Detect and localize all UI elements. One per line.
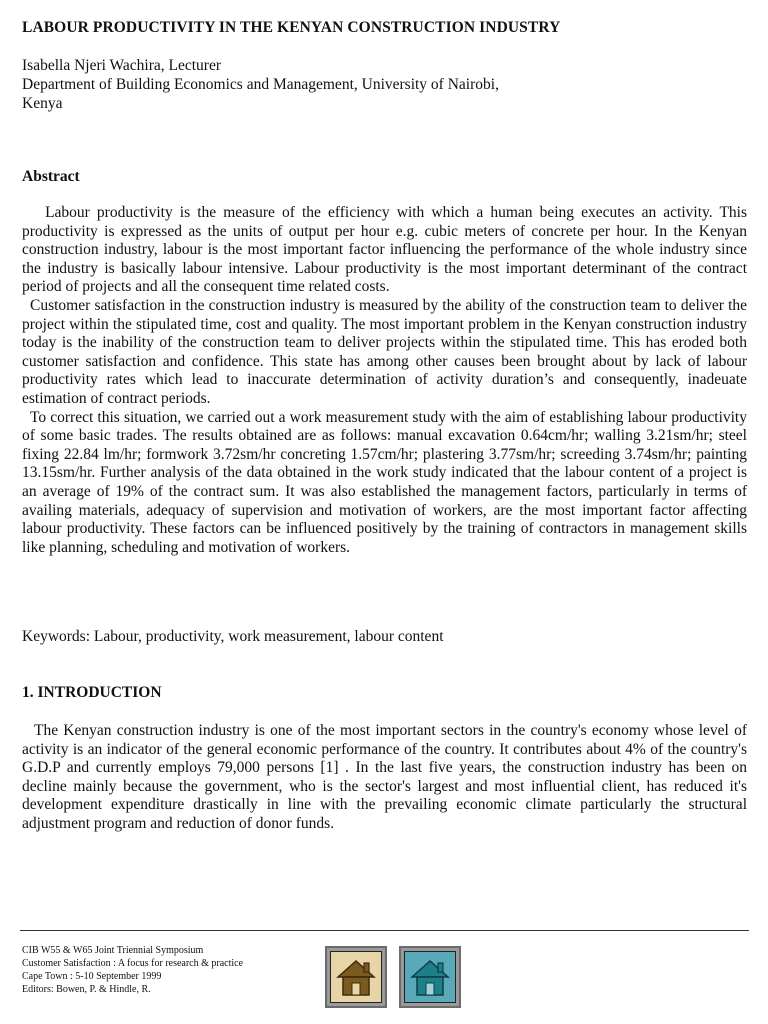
footer-line: CIB W55 & W65 Joint Triennial Symposium xyxy=(22,945,204,956)
home-icon xyxy=(331,952,381,1002)
footer-line: Editors: Bowen, P. & Hindle, R. xyxy=(22,984,151,995)
author-department: Department of Building Economics and Management, University of Nairobi, xyxy=(22,76,499,93)
introduction-paragraph: The Kenyan construction industry is one of the most important sectors in the country's economy whose level of activity is an indicator of the general economic performance of the country. It contributes about 4% of the country's G.D.P and currently employs 79,000 persons [1] . In the last five years, the construction industry has been on decline mainly because the government, who is the sector's largest and most influential client, has reduced it's development expenditure drastically in line with the prevailing economic climate particularly the structural adjustment program and reduction of donor funds. xyxy=(22,722,747,832)
keywords: Keywords: Labour, productivity, work measurement, labour content xyxy=(22,628,444,645)
abstract-paragraph: Labour productivity is the measure of the efficiency with which a human being executes an activity. This productivity is expressed as the units of output per hour e.g. cubic meters of concrete per hour. In the Kenyan construction industry, labour is the most important factor influencing the performance of the whole industry since the industry is basically labour intensive. Labour productivity is the most important determinant of the contract period of projects and all the consequent time related costs. xyxy=(22,204,747,296)
home-button-alt[interactable] xyxy=(399,946,461,1008)
paper-title: LABOUR PRODUCTIVITY IN THE KENYAN CONSTRUCTION INDUSTRY xyxy=(22,19,561,36)
abstract-body xyxy=(22,204,747,557)
home-icon xyxy=(405,952,455,1002)
section-heading-introduction: 1. INTRODUCTION xyxy=(22,684,162,701)
author-block xyxy=(22,56,499,113)
home-button[interactable] xyxy=(325,946,387,1008)
author-name: Isabella Njeri Wachira, Lecturer xyxy=(22,57,221,74)
introduction-body xyxy=(22,722,747,834)
abstract-paragraph: To correct this situation, we carried out a work measurement study with the aim of establishing labour productivity of some basic trades. The results obtained are as follows: manual excavation 0.64cm/hr; walling 3.21sm/hr; steel fixing 22.84 lm/hr; formwork 3.72sm/hr concreting 1.57cm/hr; plastering 3.77sm/hr; screeding 3.74sm/hr; painting 13.15sm/hr. Further analysis of the data obtained in the work study indicated that the labour content of a project is an average of 19% of the contract sum. It was also established the management factors, particularly in terms of availing materials, adequacy of supervision and motivation of workers, are the most important factor affecting labour productivity. These factors can be influenced positively by the training of contractors in management skills like planning, scheduling and motivation of workers. xyxy=(22,408,747,556)
footer-line: Cape Town : 5-10 September 1999 xyxy=(22,971,162,982)
abstract-heading: Abstract xyxy=(22,168,80,185)
abstract-paragraph: Customer satisfaction in the construction industry is measured by the ability of the construction team to deliver the project within the stipulated time, cost and quality. The most important problem in the Kenyan construction industry today is the inability of the construction team to deliver projects within the stipulated time. This has eroded both customer satisfaction and confidence. This state has among other causes been brought about by lack of labour productivity rates which lead to inaccurate determination of activity duration’s and consequently, inadeuate estimation of contract periods. xyxy=(22,296,747,407)
author-country: Kenya xyxy=(22,95,63,112)
footer-divider xyxy=(20,930,749,931)
footer-line: Customer Satisfaction : A focus for research & practice xyxy=(22,958,244,969)
footer-citation xyxy=(22,944,243,996)
